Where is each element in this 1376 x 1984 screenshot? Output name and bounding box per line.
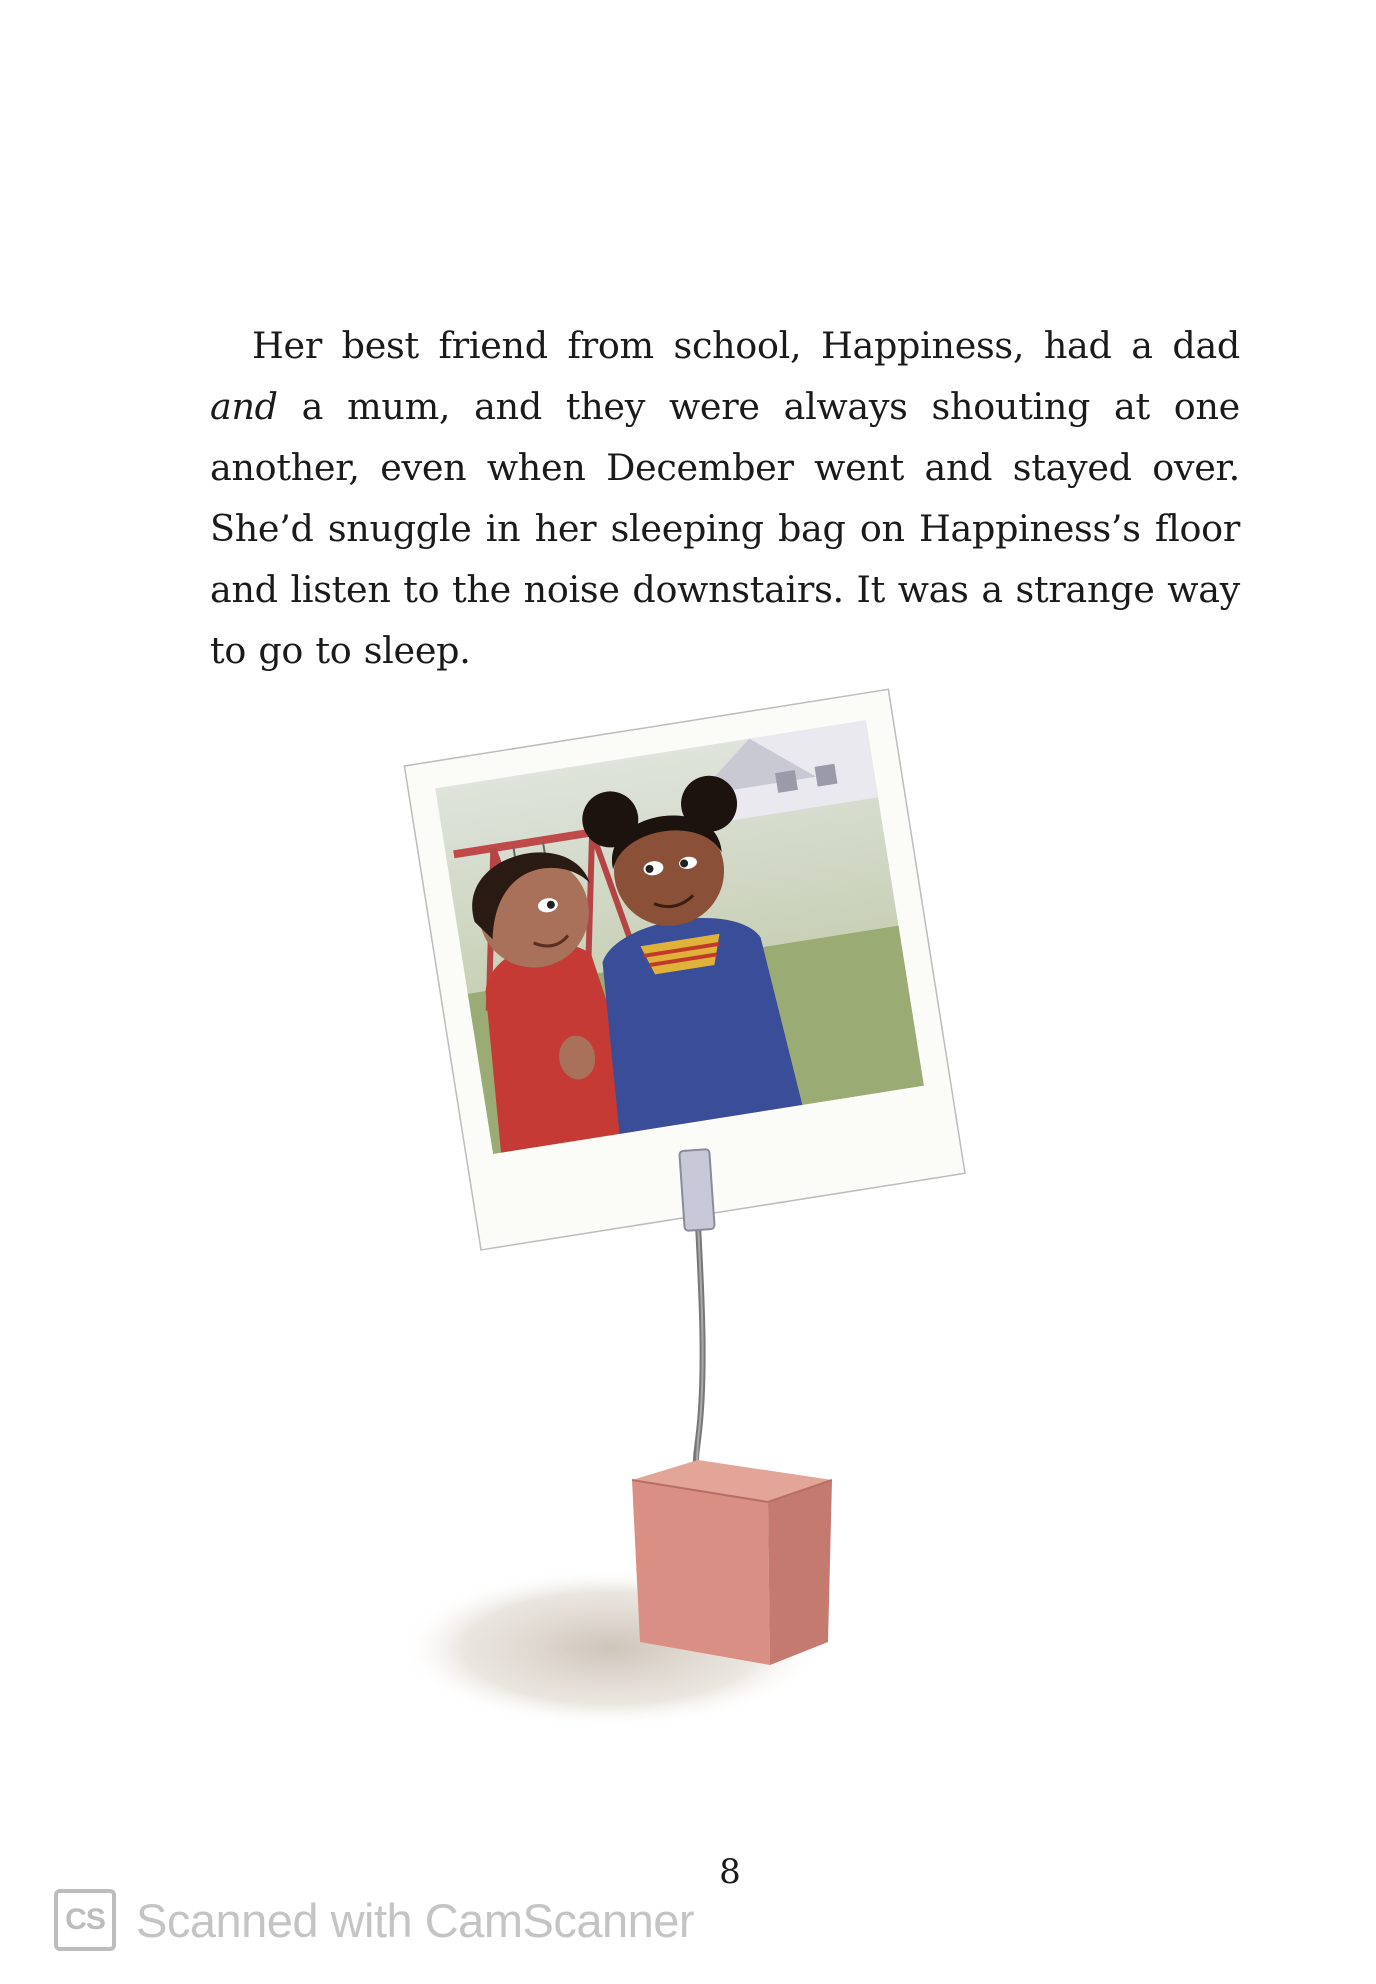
watermark-text: Scanned with CamScanner [136,1893,695,1947]
pink-block-icon [632,1460,832,1665]
page-number: 8 [719,1852,741,1892]
paragraph-text-end: a mum, and they were always shouting at one another, even when December went and stayed over. She’d snuggle in her sleeping bag on Happiness’s floor and listen to the noise downstairs. It was a strange way to go to sleep. [210,384,1240,672]
paragraph-text-start: Her best friend from school, Happiness, had a dad [252,323,1240,367]
camscanner-logo-icon: CS [54,1889,116,1951]
photo-image [435,720,924,1154]
emphasized-word: and [210,384,278,428]
metal-clip-icon [679,1149,715,1231]
photo-holder-illustration [380,680,980,1750]
body-paragraph [210,315,1240,681]
camscanner-watermark [54,1888,694,1952]
